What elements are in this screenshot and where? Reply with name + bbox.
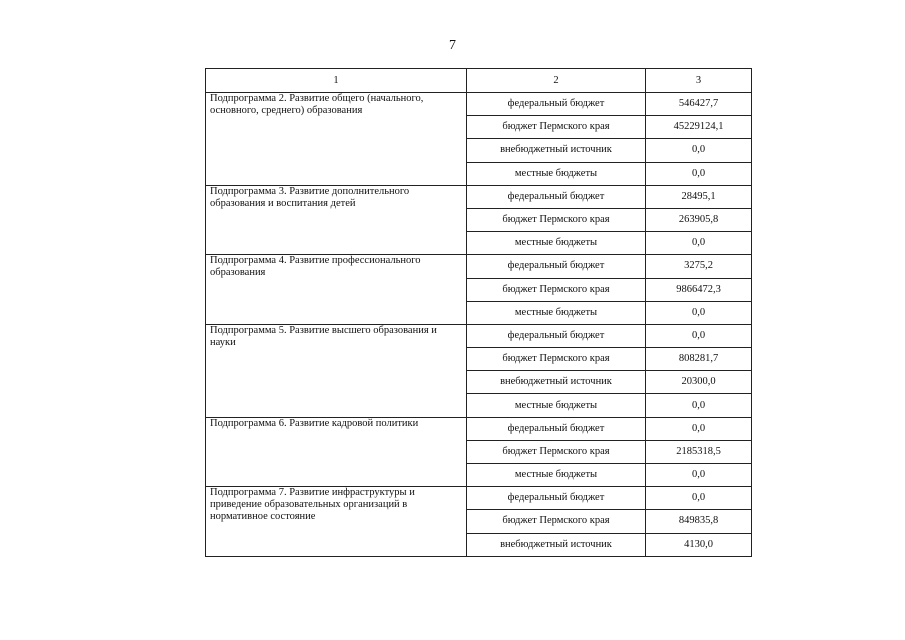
subprogram-name: Подпрограмма 5. Развитие высшего образования и науки bbox=[206, 324, 467, 417]
funding-source: бюджет Пермского края bbox=[467, 116, 646, 139]
funding-source: бюджет Пермского края bbox=[467, 278, 646, 301]
funding-source: внебюджетный источник bbox=[467, 533, 646, 556]
funding-amount: 0,0 bbox=[646, 394, 752, 417]
funding-source: федеральный бюджет bbox=[467, 324, 646, 347]
funding-amount: 20300,0 bbox=[646, 371, 752, 394]
funding-amount: 0,0 bbox=[646, 464, 752, 487]
page-number: 7 bbox=[449, 38, 456, 53]
column-header-2: 2 bbox=[467, 69, 646, 93]
funding-source: федеральный бюджет bbox=[467, 487, 646, 510]
table-row bbox=[206, 487, 752, 510]
subprogram-name: Подпрограмма 7. Развитие инфраструктуры и приведение образовательных организаций в нормативное состояние bbox=[206, 487, 467, 557]
funding-amount: 28495,1 bbox=[646, 185, 752, 208]
funding-source: местные бюджеты bbox=[467, 464, 646, 487]
table-body bbox=[206, 93, 752, 557]
funding-source: внебюджетный источник bbox=[467, 139, 646, 162]
funding-source: внебюджетный источник bbox=[467, 371, 646, 394]
table-row bbox=[206, 324, 752, 347]
funding-source: местные бюджеты bbox=[467, 162, 646, 185]
funding-source: бюджет Пермского края bbox=[467, 440, 646, 463]
funding-source: местные бюджеты bbox=[467, 232, 646, 255]
funding-amount: 3275,2 bbox=[646, 255, 752, 278]
table-row bbox=[206, 185, 752, 208]
funding-amount: 0,0 bbox=[646, 487, 752, 510]
funding-source: федеральный бюджет bbox=[467, 93, 646, 116]
subprogram-name: Подпрограмма 3. Развитие дополнительного образования и воспитания детей bbox=[206, 185, 467, 255]
subprogram-name: Подпрограмма 4. Развитие профессионального образования bbox=[206, 255, 467, 325]
funding-source: бюджет Пермского края bbox=[467, 348, 646, 371]
funding-amount: 45229124,1 bbox=[646, 116, 752, 139]
funding-amount: 546427,7 bbox=[646, 93, 752, 116]
funding-amount: 9866472,3 bbox=[646, 278, 752, 301]
funding-amount: 0,0 bbox=[646, 139, 752, 162]
funding-amount: 0,0 bbox=[646, 162, 752, 185]
table-header-row bbox=[206, 69, 752, 93]
funding-source: федеральный бюджет bbox=[467, 185, 646, 208]
column-header-1: 1 bbox=[206, 69, 467, 93]
table-row bbox=[206, 255, 752, 278]
funding-source: бюджет Пермского края bbox=[467, 208, 646, 231]
funding-source: местные бюджеты bbox=[467, 301, 646, 324]
funding-amount: 0,0 bbox=[646, 324, 752, 347]
funding-amount: 4130,0 bbox=[646, 533, 752, 556]
column-header-3: 3 bbox=[646, 69, 752, 93]
funding-amount: 2185318,5 bbox=[646, 440, 752, 463]
funding-source: федеральный бюджет bbox=[467, 255, 646, 278]
funding-source: федеральный бюджет bbox=[467, 417, 646, 440]
subprogram-name: Подпрограмма 2. Развитие общего (начального, основного, среднего) образования bbox=[206, 93, 467, 186]
funding-source: бюджет Пермского края bbox=[467, 510, 646, 533]
table-row bbox=[206, 417, 752, 440]
budget-table bbox=[205, 68, 752, 557]
subprogram-name: Подпрограмма 6. Развитие кадровой политики bbox=[206, 417, 467, 487]
funding-amount: 849835,8 bbox=[646, 510, 752, 533]
funding-amount: 0,0 bbox=[646, 232, 752, 255]
funding-source: местные бюджеты bbox=[467, 394, 646, 417]
funding-amount: 0,0 bbox=[646, 417, 752, 440]
table-row bbox=[206, 93, 752, 116]
funding-amount: 0,0 bbox=[646, 301, 752, 324]
funding-amount: 263905,8 bbox=[646, 208, 752, 231]
funding-amount: 808281,7 bbox=[646, 348, 752, 371]
